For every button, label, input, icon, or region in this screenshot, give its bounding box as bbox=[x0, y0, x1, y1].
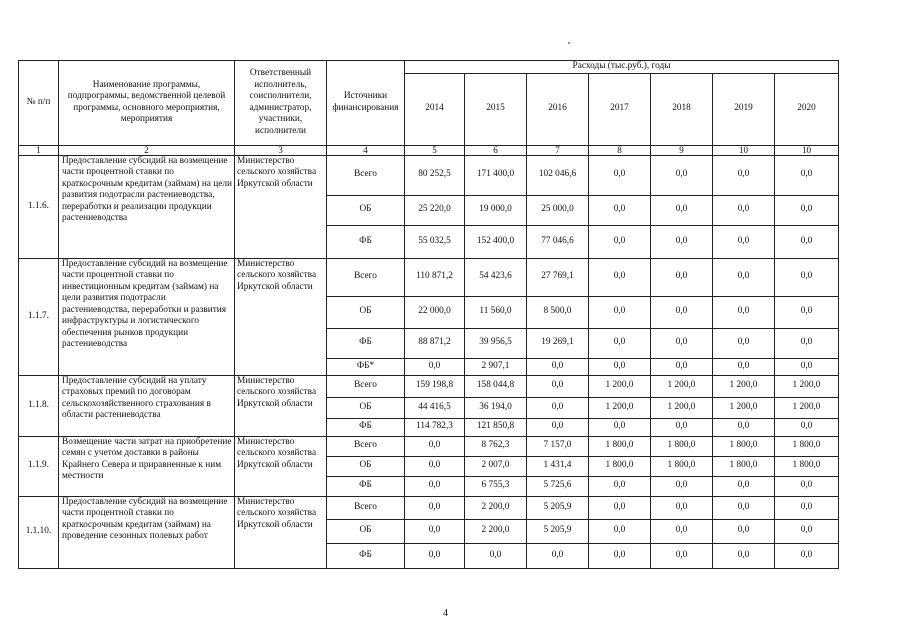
expense-value: 0,0 bbox=[405, 476, 465, 496]
expense-value: 88 871,2 bbox=[405, 328, 465, 358]
expense-value: 1 800,0 bbox=[713, 436, 775, 456]
expense-value: 1 800,0 bbox=[589, 456, 651, 476]
item-name: Предоставление субсидий на возмещение части процентной ставки по инвестиционным кредитам (займам) на цели развития подотрасли растениеводства, переработки и развития инфраструктуры и логистического обеспечения рынков продукции растениеводства bbox=[59, 258, 235, 375]
table-row bbox=[19, 375, 839, 397]
expense-value: 2 200,0 bbox=[465, 519, 527, 543]
expense-value: 0,0 bbox=[589, 418, 651, 436]
expense-value: 0,0 bbox=[775, 225, 839, 258]
expense-value: 0,0 bbox=[775, 258, 839, 296]
expense-value: 0,0 bbox=[589, 155, 651, 195]
funding-source: ОБ bbox=[327, 296, 405, 328]
funding-source: ОБ bbox=[327, 397, 405, 418]
funding-source: Всего bbox=[327, 496, 405, 519]
expense-value: 0,0 bbox=[527, 375, 589, 397]
expense-value: 0,0 bbox=[775, 358, 839, 375]
expense-value: 11 560,0 bbox=[465, 296, 527, 328]
page-number: 4 bbox=[443, 608, 448, 619]
funding-source: Всего bbox=[327, 258, 405, 296]
column-number: 5 bbox=[405, 145, 465, 155]
expense-value: 110 871,2 bbox=[405, 258, 465, 296]
expense-value: 121 850,8 bbox=[465, 418, 527, 436]
funding-source: ФБ bbox=[327, 225, 405, 258]
funding-source: ФБ bbox=[327, 328, 405, 358]
expense-value: 1 200,0 bbox=[651, 375, 713, 397]
expense-value: 0,0 bbox=[775, 496, 839, 519]
expense-value: 0,0 bbox=[589, 543, 651, 568]
expense-value: 0,0 bbox=[589, 328, 651, 358]
expense-value: 22 000,0 bbox=[405, 296, 465, 328]
expense-value: 0,0 bbox=[589, 496, 651, 519]
expense-value: 0,0 bbox=[713, 225, 775, 258]
column-number: 7 bbox=[527, 145, 589, 155]
budget-table bbox=[18, 60, 839, 569]
header-source: Источники финансирования bbox=[327, 61, 405, 146]
expense-value: 0,0 bbox=[651, 496, 713, 519]
expense-value: 39 956,5 bbox=[465, 328, 527, 358]
expense-value: 27 769,1 bbox=[527, 258, 589, 296]
expense-value: 0,0 bbox=[589, 195, 651, 225]
expense-value: 0,0 bbox=[775, 476, 839, 496]
expense-value: 5 205,9 bbox=[527, 519, 589, 543]
expense-value: 19 000,0 bbox=[465, 195, 527, 225]
column-number: 1 bbox=[19, 145, 59, 155]
header-year: 2020 bbox=[775, 73, 839, 145]
column-number: 6 bbox=[465, 145, 527, 155]
expense-value: 0,0 bbox=[651, 543, 713, 568]
item-executor: Министерство сельского хозяйства Иркутской области bbox=[235, 496, 327, 568]
item-number: 1.1.6. bbox=[19, 155, 59, 258]
header-year: 2019 bbox=[713, 73, 775, 145]
column-number: 10 bbox=[775, 145, 839, 155]
funding-source: ФБ bbox=[327, 418, 405, 436]
expense-value: 171 400,0 bbox=[465, 155, 527, 195]
table-row bbox=[19, 496, 839, 519]
expense-value: 114 782,3 bbox=[405, 418, 465, 436]
header-year: 2015 bbox=[465, 73, 527, 145]
expense-value: 1 431,4 bbox=[527, 456, 589, 476]
expense-value: 0,0 bbox=[775, 195, 839, 225]
funding-source: ОБ bbox=[327, 519, 405, 543]
funding-source: Всего bbox=[327, 155, 405, 195]
header-year: 2016 bbox=[527, 73, 589, 145]
funding-source: ФБ bbox=[327, 476, 405, 496]
expense-value: 0,0 bbox=[713, 418, 775, 436]
item-executor: Министерство сельского хозяйства Иркутской области bbox=[235, 155, 327, 258]
expense-value: 0,0 bbox=[651, 418, 713, 436]
header-num: № п/п bbox=[19, 61, 59, 146]
funding-source: ФБ bbox=[327, 543, 405, 568]
expense-value: 0,0 bbox=[527, 418, 589, 436]
expense-value: 36 194,0 bbox=[465, 397, 527, 418]
expense-value: 5 725,6 bbox=[527, 476, 589, 496]
expense-value: 0,0 bbox=[465, 543, 527, 568]
expense-value: 0,0 bbox=[713, 496, 775, 519]
expense-value: 0,0 bbox=[651, 155, 713, 195]
header-year: 2018 bbox=[651, 73, 713, 145]
expense-value: 0,0 bbox=[589, 225, 651, 258]
expense-value: 0,0 bbox=[651, 195, 713, 225]
expense-value: 0,0 bbox=[527, 358, 589, 375]
expense-value: 0,0 bbox=[775, 296, 839, 328]
expense-value: 0,0 bbox=[651, 258, 713, 296]
item-number: 1.1.10. bbox=[19, 496, 59, 568]
expense-value: 0,0 bbox=[405, 519, 465, 543]
item-name: Возмещение части затрат на приобретение семян с учетом доставки в районы Крайнего Севера и приравненные к ним местности bbox=[59, 436, 235, 496]
column-number: 9 bbox=[651, 145, 713, 155]
expense-value: 0,0 bbox=[651, 328, 713, 358]
expense-value: 0,0 bbox=[405, 358, 465, 375]
expense-value: 0,0 bbox=[651, 358, 713, 375]
expense-value: 0,0 bbox=[651, 476, 713, 496]
expense-value: 0,0 bbox=[713, 358, 775, 375]
item-name: Предоставление субсидий на возмещение части процентной ставки по краткосрочным кредитам (займам) на проведение сезонных полевых работ bbox=[59, 496, 235, 568]
expense-value: 0,0 bbox=[713, 155, 775, 195]
expense-value: 0,0 bbox=[405, 456, 465, 476]
expense-value: 1 200,0 bbox=[589, 397, 651, 418]
expense-value: 0,0 bbox=[527, 397, 589, 418]
header-expenses: Расходы (тыс.руб.), годы bbox=[405, 61, 839, 74]
expense-value: 0,0 bbox=[589, 476, 651, 496]
expense-value: 1 200,0 bbox=[589, 375, 651, 397]
expense-value: 0,0 bbox=[775, 519, 839, 543]
funding-source: ОБ bbox=[327, 195, 405, 225]
expense-value: 6 755,3 bbox=[465, 476, 527, 496]
expense-value: 2 907,1 bbox=[465, 358, 527, 375]
column-number: 10 bbox=[713, 145, 775, 155]
expense-value: 1 200,0 bbox=[775, 375, 839, 397]
expense-value: 0,0 bbox=[651, 519, 713, 543]
expense-value: 25 220,0 bbox=[405, 195, 465, 225]
expense-value: 0,0 bbox=[713, 296, 775, 328]
expense-value: 0,0 bbox=[589, 358, 651, 375]
expense-value: 0,0 bbox=[713, 258, 775, 296]
expense-value: 0,0 bbox=[775, 543, 839, 568]
expense-value: 0,0 bbox=[775, 418, 839, 436]
expense-value: 0,0 bbox=[713, 543, 775, 568]
expense-value: 8 762,3 bbox=[465, 436, 527, 456]
expense-value: 159 198,8 bbox=[405, 375, 465, 397]
header-name: Наименование программы, подпрограммы, ведомственной целевой программы, основного мероприятия, мероприятия bbox=[59, 61, 235, 146]
expense-value: 1 200,0 bbox=[713, 375, 775, 397]
column-number: 4 bbox=[327, 145, 405, 155]
expense-value: 77 046,6 bbox=[527, 225, 589, 258]
column-number: 8 bbox=[589, 145, 651, 155]
expense-value: 25 000,0 bbox=[527, 195, 589, 225]
expense-value: 1 800,0 bbox=[651, 436, 713, 456]
expense-value: 1 800,0 bbox=[651, 456, 713, 476]
expense-value: 5 205,9 bbox=[527, 496, 589, 519]
expense-value: 0,0 bbox=[775, 155, 839, 195]
header-year: 2014 bbox=[405, 73, 465, 145]
expense-value: 2 200,0 bbox=[465, 496, 527, 519]
scan-speck bbox=[568, 42, 570, 44]
expense-value: 0,0 bbox=[405, 543, 465, 568]
expense-value: 0,0 bbox=[589, 296, 651, 328]
item-name: Предоставление субсидий на возмещение части процентной ставки по краткосрочным кредитам (займам) на цели развития подотрасли растениеводства, переработки и реализации продукции растениеводства bbox=[59, 155, 235, 258]
expense-value: 2 007,0 bbox=[465, 456, 527, 476]
expense-value: 0,0 bbox=[589, 258, 651, 296]
expense-value: 1 200,0 bbox=[775, 397, 839, 418]
item-executor: Министерство сельского хозяйства Иркутской области bbox=[235, 258, 327, 375]
expense-value: 80 252,5 bbox=[405, 155, 465, 195]
expense-value: 0,0 bbox=[527, 543, 589, 568]
expense-value: 0,0 bbox=[405, 436, 465, 456]
expense-value: 1 800,0 bbox=[589, 436, 651, 456]
expense-value: 152 400,0 bbox=[465, 225, 527, 258]
expense-value: 0,0 bbox=[713, 476, 775, 496]
expense-value: 0,0 bbox=[713, 195, 775, 225]
expense-value: 0,0 bbox=[405, 496, 465, 519]
header-year: 2017 bbox=[589, 73, 651, 145]
expense-value: 1 800,0 bbox=[713, 456, 775, 476]
item-executor: Министерство сельского хозяйства Иркутской области bbox=[235, 375, 327, 436]
header-exec: Ответственный исполнитель, соисполнители, администратор, участники, исполнители bbox=[235, 61, 327, 146]
expense-value: 1 200,0 bbox=[651, 397, 713, 418]
item-number: 1.1.8. bbox=[19, 375, 59, 436]
item-number: 1.1.7. bbox=[19, 258, 59, 375]
expense-value: 0,0 bbox=[651, 296, 713, 328]
expense-value: 7 157,0 bbox=[527, 436, 589, 456]
column-number: 2 bbox=[59, 145, 235, 155]
table-row bbox=[19, 155, 839, 195]
expense-value: 1 200,0 bbox=[713, 397, 775, 418]
funding-source: Всего bbox=[327, 436, 405, 456]
funding-source: Всего bbox=[327, 375, 405, 397]
expense-value: 0,0 bbox=[713, 519, 775, 543]
column-number: 3 bbox=[235, 145, 327, 155]
item-executor: Министерство сельского хозяйства Иркутской области bbox=[235, 436, 327, 496]
expense-value: 8 500,0 bbox=[527, 296, 589, 328]
expense-value: 55 032,5 bbox=[405, 225, 465, 258]
expense-value: 102 046,6 bbox=[527, 155, 589, 195]
funding-source: ОБ bbox=[327, 456, 405, 476]
expense-value: 158 044,8 bbox=[465, 375, 527, 397]
expense-value: 0,0 bbox=[589, 519, 651, 543]
expense-value: 1 800,0 bbox=[775, 456, 839, 476]
expense-value: 0,0 bbox=[775, 328, 839, 358]
table-row bbox=[19, 258, 839, 296]
expense-value: 54 423,6 bbox=[465, 258, 527, 296]
item-number: 1.1.9. bbox=[19, 436, 59, 496]
table-row bbox=[19, 436, 839, 456]
expense-value: 0,0 bbox=[713, 328, 775, 358]
funding-source: ФБ* bbox=[327, 358, 405, 375]
expense-value: 0,0 bbox=[651, 225, 713, 258]
expense-value: 19 269,1 bbox=[527, 328, 589, 358]
expense-value: 44 416,5 bbox=[405, 397, 465, 418]
expense-value: 1 800,0 bbox=[775, 436, 839, 456]
item-name: Предоставление субсидий на уплату страховых премий по договорам сельскохозяйственного страхования в области растениеводства bbox=[59, 375, 235, 436]
